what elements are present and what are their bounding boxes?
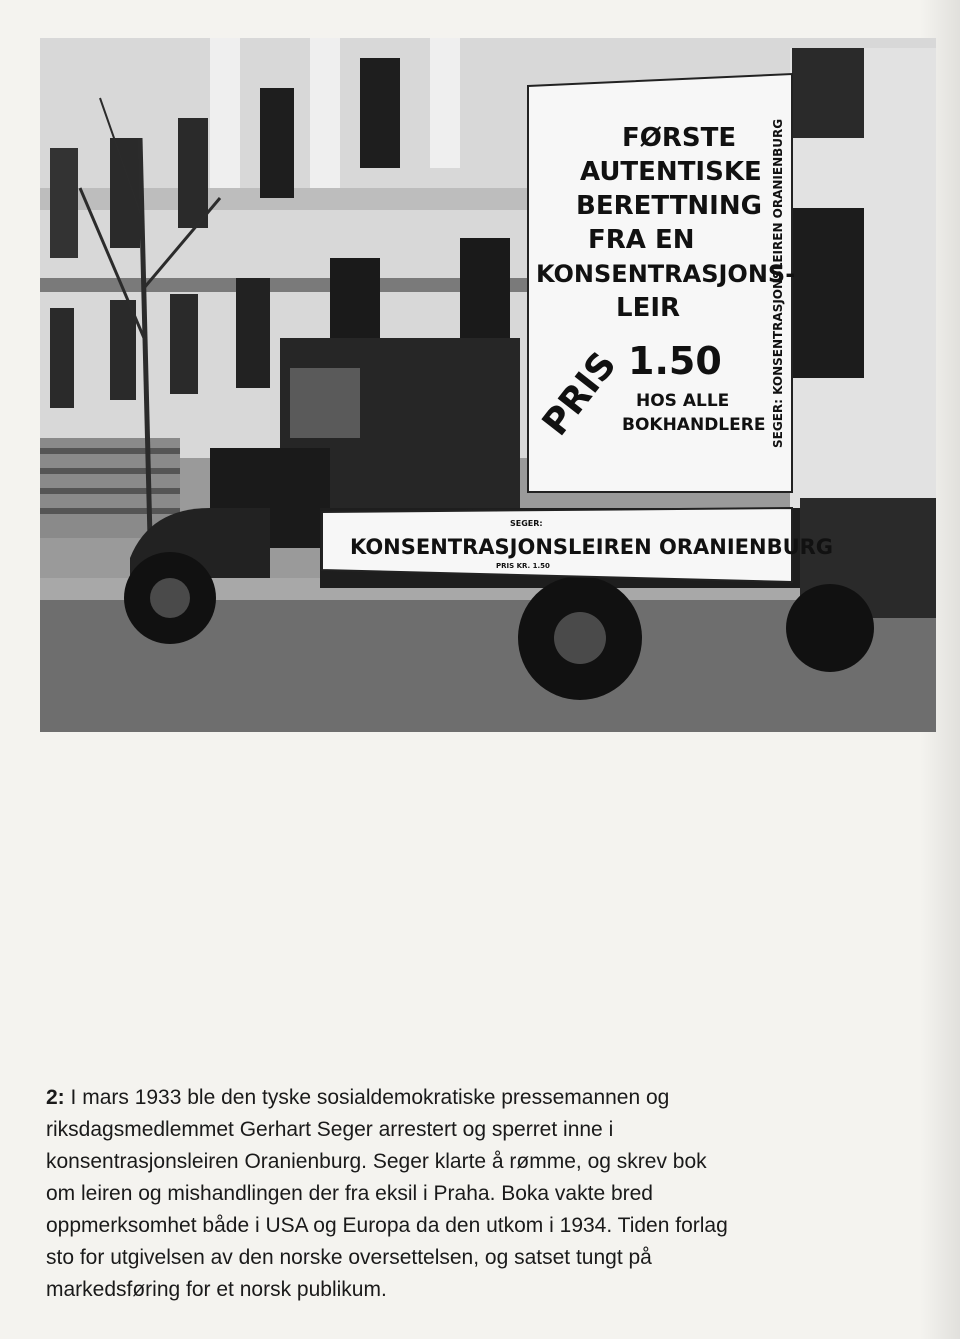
- sign-availability-1: HOS ALLE: [636, 391, 730, 411]
- caption-text: I mars 1933 ble den tyske sosialdemokratiske pressemannen og riksdagsmedlemmet Gerhart Seger arrestert og sperret inne i konsentrasjonsleiren Oranienburg. Seger klarte å rømme, og skrev bok om leiren og mishandlingen der fra eksil i Praha. Boka vakte bred oppmerksomhet både i USA og Europa da den utkom i 1934. Tiden forlag sto for utgivelsen av den norske oversettelsen, og satset tungt på markedsføring for et norsk publikum.: [46, 1086, 728, 1301]
- photo-caption: [46, 1082, 736, 1306]
- sign-line-4: FRA EN: [588, 225, 695, 255]
- banner-small-top: SEGER:: [510, 519, 543, 528]
- truck-banner: [322, 508, 833, 582]
- sign-line-2: AUTENTISKE: [580, 157, 762, 187]
- advertising-sign: [528, 74, 795, 492]
- banner-small-bottom: PRIS KR. 1.50: [496, 562, 550, 570]
- sign-line-5: KONSENTRASJONS-: [536, 260, 796, 288]
- truck-photo-illustration: [40, 38, 936, 732]
- sign-side-text: SEGER: KONSENTRASJONSLEIREN ORANIENBURG: [771, 118, 785, 448]
- sign-line-1: FØRSTE: [622, 123, 737, 153]
- historical-photo: [40, 38, 936, 732]
- sign-line-3: BERETTNING: [576, 191, 762, 221]
- sign-price-value: 1.50: [628, 339, 722, 383]
- banner-text: KONSENTRASJONSLEIREN ORANIENBURG: [350, 535, 834, 559]
- sign-line-6: LEIR: [616, 293, 681, 323]
- sign-price-label: PRIS: [534, 344, 625, 444]
- sign-availability-2: BOKHANDLERE: [622, 415, 766, 435]
- caption-label: 2:: [46, 1086, 65, 1109]
